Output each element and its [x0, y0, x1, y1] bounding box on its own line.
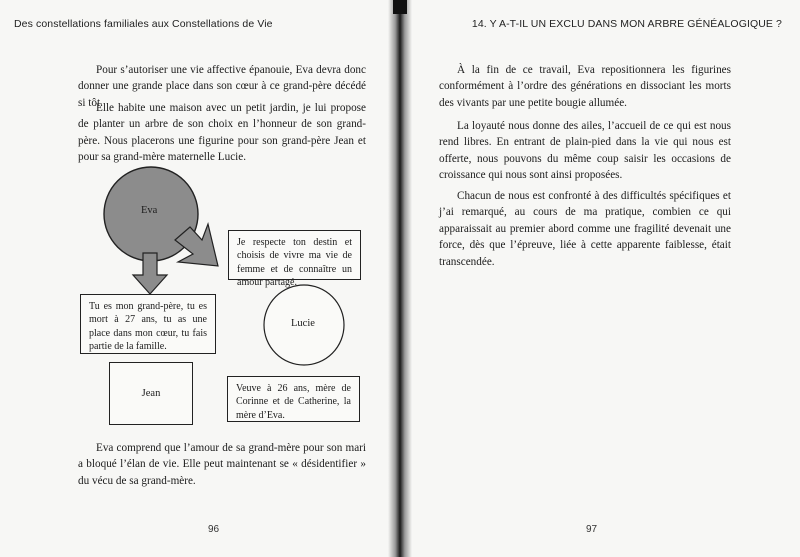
right-paragraph-3: Chacun de nous est confronté à des difficultés spécifiques et j’ai remarqué, au cours de ma pratique, combien ce qui apparaissait au premier abord comme une fragilité devenait une force, dès que l’épreuve, liée à cette apparente faiblesse, était transcendée.: [439, 190, 731, 268]
left-paragraph-2: Elle habite une maison avec un petit jardin, je lui propose de planter un arbre de son choix en l’honneur de son grand-père. Nous placerons une figurine pour son grand-père Jean et pour sa grand-mère maternelle Lucie.: [78, 102, 366, 164]
right-page: [403, 0, 800, 557]
lucie-label: Lucie: [291, 318, 315, 329]
right-page-number: 97: [586, 524, 598, 535]
box-lucie-quote: [228, 230, 361, 289]
book-gutter: [388, 0, 412, 557]
right-paragraph-2: La loyauté nous donne des ailes, l’accueil de ce qui est nous rend libres. En entrant de plain-pied dans la vie qui nous est offerte, nous pouvons du même coup saisir les occasions de croissance qui nous sont ainsi proposées.: [439, 120, 731, 182]
box-lucie-info: [227, 376, 360, 422]
box-lucie-info-text: Veuve à 26 ans, mère de Corinne et de Catherine, la mère d’Eva.: [236, 383, 351, 421]
left-paragraph-3: Eva comprend que l’amour de sa grand-mère pour son mari a bloqué l’élan de vie. Elle peut maintenant se « désidentifier » du vécu de sa grand-mère.: [78, 442, 366, 487]
right-running-head: 14. Y A-T-IL UN EXCLU DANS MON ARBRE GÉNÉALOGIQUE ?: [471, 18, 782, 30]
left-paragraph-1: Pour s’autoriser une vie affective épanouie, Eva devra donc donner une grande place dans son cœur à ce grand-père décédé si tôt.: [78, 64, 366, 109]
jean-label: Jean: [141, 388, 161, 399]
right-paragraph-1: À la fin de ce travail, Eva repositionnera les figurines conformément à l’ordre des générations en dissociant les morts des vivants par une petite bougie allumée.: [439, 64, 731, 109]
box-jean-quote: [80, 294, 216, 354]
eva-label: Eva: [141, 205, 158, 216]
left-page: [0, 0, 397, 557]
box-jean-quote-text: Tu es mon grand-père, tu es mort à 27 ans, tu as une place dans mon cœur, tu fais partie de la famille.: [89, 301, 207, 353]
book-gutter-top: [393, 0, 407, 14]
left-running-head: Des constellations familiales aux Constellations de Vie: [14, 18, 273, 30]
left-page-number: 96: [208, 524, 220, 535]
box-jean: [109, 362, 193, 425]
box-lucie-quote-text: Je respecte ton destin et choisis de vivre ma vie de femme et de connaître un amour partagé.: [237, 237, 352, 289]
